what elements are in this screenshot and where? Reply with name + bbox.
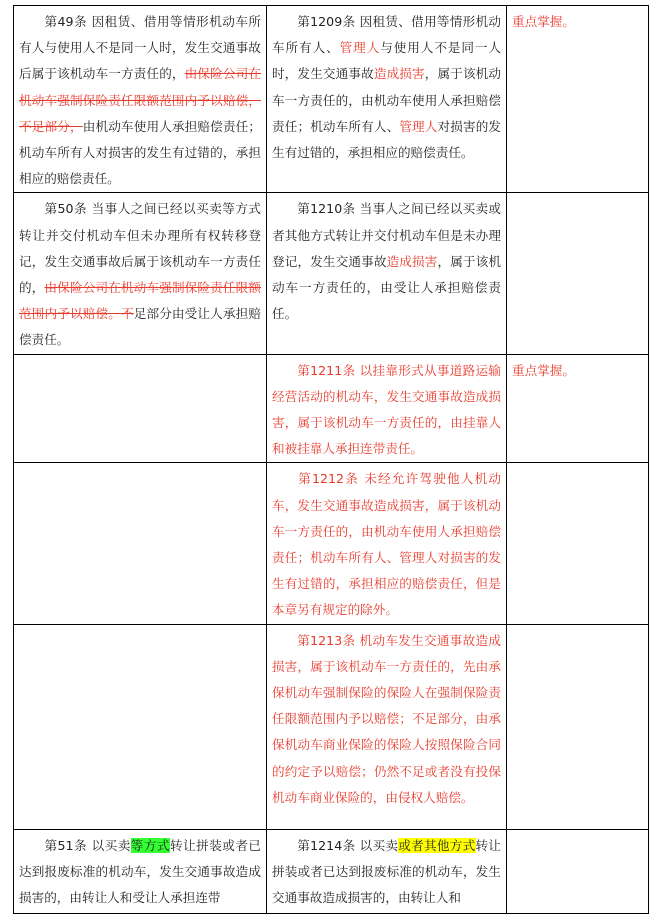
new-article-cell: [267, 829, 507, 913]
deleted-text: 由保险公司在机动车强制保险责任限额范围内予以赔偿，不足部分，: [19, 66, 262, 134]
table-row: [14, 6, 649, 193]
new-article-cell: [267, 6, 507, 193]
new-article-cell: [267, 354, 507, 463]
note-cell: [507, 354, 649, 463]
added-text: 造成损害: [386, 253, 438, 269]
deleted-text: 由保险公司在机动车强制保险责任限额范围内予以赔偿。不: [19, 280, 262, 322]
highlighted-text: 或者其他方式: [398, 837, 476, 853]
note-cell: [507, 463, 649, 624]
old-article-cell: [14, 6, 267, 193]
text-run: 与使用人不是同一人时，发生交通事故: [272, 40, 502, 82]
text-run: ，属于该机动车一方责任的，由机动车使用人承担赔偿责任；机动车所有人、: [272, 66, 502, 134]
new-article-cell: [267, 193, 507, 354]
old-article-cell: [14, 193, 267, 354]
text-run: 第1210条 当事人之间已经以买卖或者其他方式转让并交付机动车但是未办理登记，发生交通事故: [272, 201, 501, 269]
text-run: 由机动车使用人承担赔偿责任；机动车所有人对损害的发生有过错的，承担相应的赔偿责任。: [19, 118, 262, 187]
note-cell: [507, 193, 649, 354]
highlighted-text: 等方式: [130, 837, 171, 853]
new-article-cell: [267, 624, 507, 829]
added-text: 管理人: [399, 118, 438, 134]
note-cell: [507, 624, 649, 829]
added-text: 造成损害: [373, 66, 425, 82]
text-run: 足部分由受让人承担赔偿责任。: [19, 306, 262, 348]
table-row: [14, 829, 649, 913]
text-run: 转让拼装或者已达到报废标准的机动车，发生交通事故造成损害的，由转让人和受让人承担连带: [19, 837, 262, 906]
law-comparison-table: [13, 5, 649, 914]
added-text: 第1212条 未经允许驾驶他人机动车，发生交通事故造成损害，属于该机动车一方责任的，由机动车使用人承担赔偿责任；机动车所有人、管理人对损害的发生有过错的，承担相应的赔偿责任，但是本章另有规定的除外。: [272, 471, 501, 618]
old-article-cell: [14, 624, 267, 829]
old-article-cell: [14, 463, 267, 624]
table-row: [14, 463, 649, 624]
note-text: 重点掌握。: [512, 362, 575, 378]
text-run: 转让拼装或者已达到报废标准的机动车，发生交通事故造成损害的，由转让人和: [272, 837, 501, 906]
text-run: 第1214条 以买卖: [297, 837, 399, 853]
table-row: [14, 354, 649, 463]
added-text: 第1213条 机动车发生交通事故造成损害，属于该机动车一方责任的，先由承保机动车强制保险的保险人在强制保险责任限额范围内予以赔偿；不足部分，由承保机动车商业保险的保险人按照保险合同的约定予以赔偿；仍然不足或者没有投保机动车商业保险的，由侵权人赔偿。: [272, 632, 501, 805]
note-cell: [507, 6, 649, 193]
text-run: 第50条 当事人之间已经以买卖等方式转让并交付机动车但未办理所有权转移登记，发生交通事故后属于该机动车一方责任的，: [19, 201, 261, 296]
text-run: 第1209条 因租赁、借用等情形机动车所有人、: [272, 14, 501, 56]
text-run: ，属于该机动车一方责任的，由受让人承担赔偿责任。: [272, 253, 502, 322]
table-row: [14, 624, 649, 829]
table-row: [14, 193, 649, 354]
old-article-cell: [14, 829, 267, 913]
note-cell: [507, 829, 649, 913]
note-text: 重点掌握。: [512, 14, 575, 29]
text-run: 第49条 因租赁、借用等情形机动车所有人与使用人不是同一人时，发生交通事故后属于该机动车一方责任的，: [19, 14, 261, 82]
text-run: 第51条 以买卖: [44, 837, 131, 853]
old-article-cell: [14, 354, 267, 463]
added-text: 管理人: [339, 40, 381, 56]
added-text: 第1211条 以挂靠形式从事道路运输经营活动的机动车，发生交通事故造成损害，属于该机动车一方责任的，由挂靠人和被挂靠人承担连带责任。: [272, 362, 501, 457]
text-run: 对损害的发生有过错的，承担相应的赔偿责任。: [272, 118, 502, 161]
new-article-cell: [267, 463, 507, 624]
